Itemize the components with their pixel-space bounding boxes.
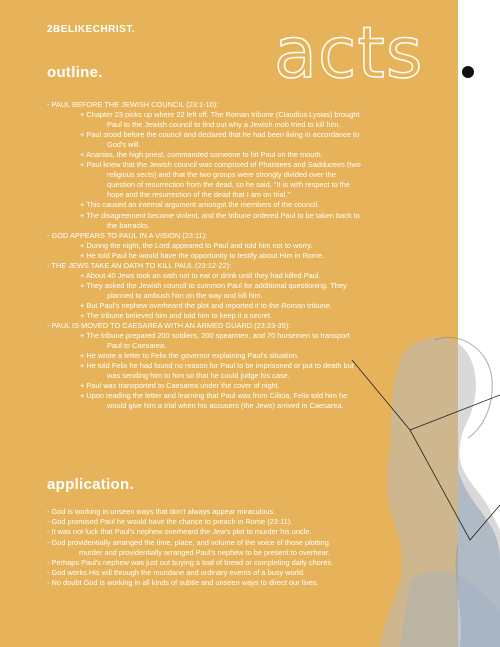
book-title: acts	[274, 12, 424, 94]
outline-item: + Paul knew that the Jewish council was comprised of Pharisees and Sadducees (two religious sects) and that the two groups were strongly divided over the question of resurrection from the dead, so he said, "It is with respect to the hope and the resurrection of the dead that I am on trial."	[80, 160, 361, 200]
outline-section-heading: - GOD APPEARS TO PAUL IN A VISION (23:11):	[47, 230, 208, 240]
outline-item: + Chapter 23 picks up where 22 left off. The Roman tribune (Claudius Lysias) brought Paul to the Jewish council to find out why a Jewish mob tried to kill him.	[80, 110, 360, 130]
outline-section-heading: - PAUL BEFORE THE JEWISH COUNCIL (23:1-10):	[47, 100, 219, 109]
outline-item: + The tribune prepared 200 soldiers, 200 spearmen, and 70 horsemen to transport Paul to Caesarea.	[80, 331, 350, 351]
application-body	[47, 507, 442, 589]
brand-logo-text: 2BELIKECHRIST.	[47, 24, 136, 35]
outline-item: + The disagreement became violent, and the tribune ordered Paul to be taken back to the barracks.	[80, 210, 360, 230]
outline-item: + Ananias, the high priest, commanded someone to hit Paul on the mouth.	[80, 150, 323, 160]
outline-item: + He wrote a letter to Felix the governor explaining Paul's situation.	[80, 351, 299, 361]
accent-dot	[462, 66, 474, 78]
outline-item: + The tribune believed him and told him to keep it a secret.	[80, 310, 272, 320]
application-item: - No doubt God is working in all kinds of subtle and unseen ways to direct our lives.	[47, 578, 319, 588]
application-item: - God works His will through the mundane and ordinary events of a busy world.	[47, 568, 305, 578]
outline-item: + This caused an internal argument amongst the members of the council.	[80, 200, 320, 210]
outline-item: + During the night, the Lord appeared to Paul and told him not to worry.	[80, 240, 313, 250]
outline-body	[47, 100, 432, 411]
outline-item: + Paul was transported to Caesarea under the cover of night.	[80, 381, 280, 391]
outline-item: + He told Felix he had found no reason for Paul to be imprisoned or put to death but was sending him to him so that he could judge his case.	[80, 361, 354, 381]
outline-section-heading: - PAUL IS MOVED TO CAESAREA WITH AN ARMED GUARD (23:23-35):	[47, 321, 291, 331]
outline-section-heading: - THE JEWS TAKE AN OATH TO KILL PAUL (23:12-22):	[47, 260, 232, 270]
application-item: - It was not luck that Paul's nephew overheard the Jew's plot to murder his uncle.	[47, 527, 312, 537]
application-item: - God promised Paul he would have the chance to preach in Rome (23:11).	[47, 517, 293, 527]
outline-item: + But Paul's nephew overheard the plot and reported it to the Roman tribune.	[80, 300, 332, 310]
application-item: - God is working in unseen ways that don't always appear miraculous.	[47, 507, 276, 516]
outline-item: + He told Paul he would have the opportunity to testify about Him in Rome.	[80, 250, 325, 260]
application-item: - Perhaps Paul's nephew was just out buying a loaf of bread or completing daily chores.	[47, 558, 334, 568]
outline-item: + Paul stood before the council and declared that he had been living in accordance to God's will.	[80, 130, 360, 150]
outline-item: + About 40 Jews took an oath not to eat or drink until they had killed Paul.	[80, 270, 321, 280]
outline-item: + Upon reading the letter and learning that Paul was from Cilicia, Felix told him he would give him a trial when his accusers (the Jews) arrived in Caesarea.	[80, 391, 348, 411]
outline-heading: outline.	[47, 64, 103, 81]
application-item: - God providentially arranged the time, place, and volume of the voice of those plotting murder and providentially arranged Paul's nephew to be present to overhear.	[47, 537, 330, 557]
application-heading: application.	[47, 476, 134, 493]
outline-item: + They asked the Jewish council to summon Paul for additional questioning. They planned to ambush him on the way and kill him.	[80, 280, 347, 300]
